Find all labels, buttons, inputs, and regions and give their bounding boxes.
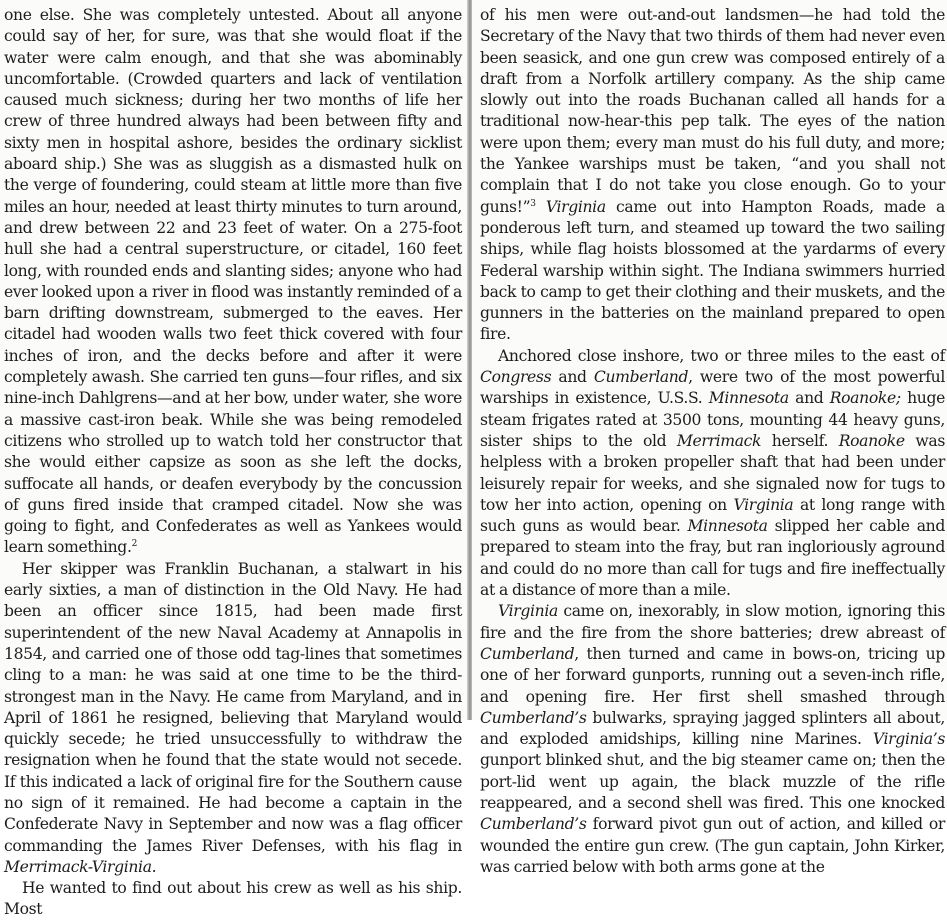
right-paragraph-2-text-g: slipped her cable and prepared to steam into the fray, but ran ingloriously aground and could do no more than call for tugs and fire ineffectually at a distance of more than a mile. [480,517,945,600]
ship-name-cumberlands: Cumberland’s [480,708,587,727]
right-paragraph-1 [480,5,945,346]
footnote-ref-3[interactable]: 3 [530,198,536,209]
ship-name-congress: Congress [480,368,552,387]
right-paragraph-2-text-c: huge steam frigates rated at 3500 tons, mounting 44 heavy guns, sister ships to the old [480,389,945,450]
ship-name-virginia: Virginia [545,197,606,216]
left-paragraph-2-text: Her skipper was Franklin Buchanan, a stalwart in his early sixties, a man of distinction in the Old Navy. He had been an officer since 1815, had been made first superintendent of the new Naval Academy at Annapolis in 1854, and carried one of those odd tag-lines that sometimes cling to a man: he was said at one time to be the third-strongest man in the Navy. He came from Maryland, and in April of 1861 he resigned, believing that Maryland would quickly secede; he tried unsuccessfully to withdraw the resignation when he found that the state would not secede. If this indicated a lack of original fire for the Southern cause no sign of it remained. He had become a captain in the Confederate Navy in September and now was a flag officer commanding the James River Defenses, with his flag in [4,559,462,855]
right-paragraph-1-text-b: came out into Hampton Roads, made a ponderous left turn, and steamed up toward the two sailing ships, while flag hoists blossomed at the yardarms of every Federal warship within sight. The Indiana swimmers hurried back to camp to get their clothing and their muskets, and the gunners in the batteries on the mainland prepared to open fire. [480,197,945,344]
left-paragraph-1 [4,5,462,559]
right-paragraph-3-text-b: , then turned and came in bows-on, tricing up one of her forward gunports, running out a seven-inch rifle, and opening fire. Her first shell smashed through [480,644,945,706]
left-page [0,0,468,919]
ship-name-cumberland-2: Cumberland [480,644,575,663]
left-paragraph-3 [4,878,462,921]
right-paragraph-2-text-b: , were two of the most powerful warships in existence, U.S.S. [480,368,945,408]
left-paragraph-1-text: one else. She was completely untested. About all anyone could say of her, for sure, was that she would float if the water were calm enough, and that she was abominably uncomfortable. (Crowded quarters and lack of ventilation caused much sickness; during her two months of life her crew of three hundred always had been between fifty and sixty men in hospital ashore, besides the ordinary sicklist aboard ship.) She was as sluggish as a dismasted hulk on the verge of foundering, could steam at little more than five miles an hour, needed at least thirty minutes to turn around, and drew between 22 and 23 feet of water. On a 275-foot hull she had a central superstructure, or citadel, 160 feet long, with rounded ends and slanting sides; anyone who had ever looked upon a river in flood was instantly reminded of a barn drifting downstream, submerged to the eaves. Her citadel had wooden walls two feet thick covered with four inches of iron, and the decks before and after it were completely awash. She carried ten guns—four rifles, and six nine-inch Dahlgrens—and at her bow, under water, she wore a massive cast-iron beak. While she was being remodeled citizens who strolled up to watch told her constructor that she would either capsize as soon as she left the docks, suffocate all hands, or deafen everybody by the concussion of guns fired inside that cramped citadel. Now she was going to fight, and Confederates as well as Yankees would learn something. [4,6,462,557]
left-paragraph-2 [4,559,462,878]
ship-name-minnesota: Minnesota [708,389,789,408]
ship-name-virginia-3: Virginia [498,602,558,621]
right-paragraph-3-text-d: gunport blinked shut, and the big steamer came on; then the port-lid went up again, the black muzzle of the rifle reappeared, and a second shell was fired. This one knocked [480,751,945,812]
right-paragraph-3-text-c: bulwarks, spraying jagged splinters all about, and exploded amidships, killing nine Marines. [480,708,945,749]
ship-name-merrimack-virginia: Merrimack-Virginia. [4,857,157,876]
right-paragraph-2: Anchored close inshore, two or three miles to the east of Congress and Cumberland, were two of the most powerful warships in existence, U.S.S. Minnesota and Roanoke; huge steam frigates rated at 3500 tons, mounting 44 heavy guns, sister ships to the old Merrimack herself. Roanoke was helpless with a broken propeller shaft that had been under leisurely repair for weeks, and she signaled now for tugs to tow her into action, opening on Virginia at long range with such guns as would bear. Minnesota slipped her cable and prepared to steam into the fray, but ran ingloriously aground and could do no more than call for tugs and fire ineffectually at a distance of more than a mile. [480,346,945,600]
left-paragraph-3-text: He wanted to find out about his crew as well as his ship. Most [4,879,462,919]
ship-name-roanoke-2: Roanoke [838,431,905,450]
ship-name-merrimack: Merrimack [676,431,762,450]
ship-name-cumberland: Cumberland [593,368,689,387]
right-paragraph-2-text-f: at long range with such guns as would bear. [480,495,945,536]
right-paragraph-2-text-d: herself. [761,431,839,450]
right-paragraph-3-text-a: came on, inexorably, in slow motion, ignoring this fire and the fire from the shore batteries; drew abreast of [480,602,945,642]
right-page [472,0,947,876]
right-paragraph-2-text-e: was helpless with a broken propeller shaft that had been under leisurely repair for weeks, and she signaled now for tugs to tow her into action, opening on [480,431,945,514]
ship-name-virginia-2: Virginia [733,495,794,514]
ship-name-virginias: Virginia’s [872,730,945,749]
right-paragraph-1-text-a: of his men were out-and-out landsmen—he had told the Secretary of the Navy that two thirds of them had never even been seasick, and one gun crew was composed entirely of a draft from a Norfolk artillery company. As the ship came slowly out into the roads Buchanan called all hands for a traditional now-hear-this pep talk. The eyes of the nation were upon them; every man must do his full duty, and more; the Yankee warships must be taken, “and you shall not complain that I do not take you close enough. Go to your guns!” [480,6,945,216]
ship-name-minnesota-2: Minnesota [687,517,768,536]
right-paragraph-2-text-a: Anchored close inshore, two or three miles to the east of [498,346,945,365]
ship-name-cumberlands-2: Cumberland’s [480,815,587,834]
conjunction-and: and [551,368,594,387]
right-paragraph-3 [480,601,945,878]
right-paragraph-3-text-e: forward pivot gun out of action, and killed or wounded the entire gun crew. (The gun captain, John Kirker, was carried below with both arms gone at the [480,815,945,876]
ship-name-roanoke: Roanoke; [829,389,901,408]
footnote-ref-2[interactable]: 2 [131,539,137,550]
